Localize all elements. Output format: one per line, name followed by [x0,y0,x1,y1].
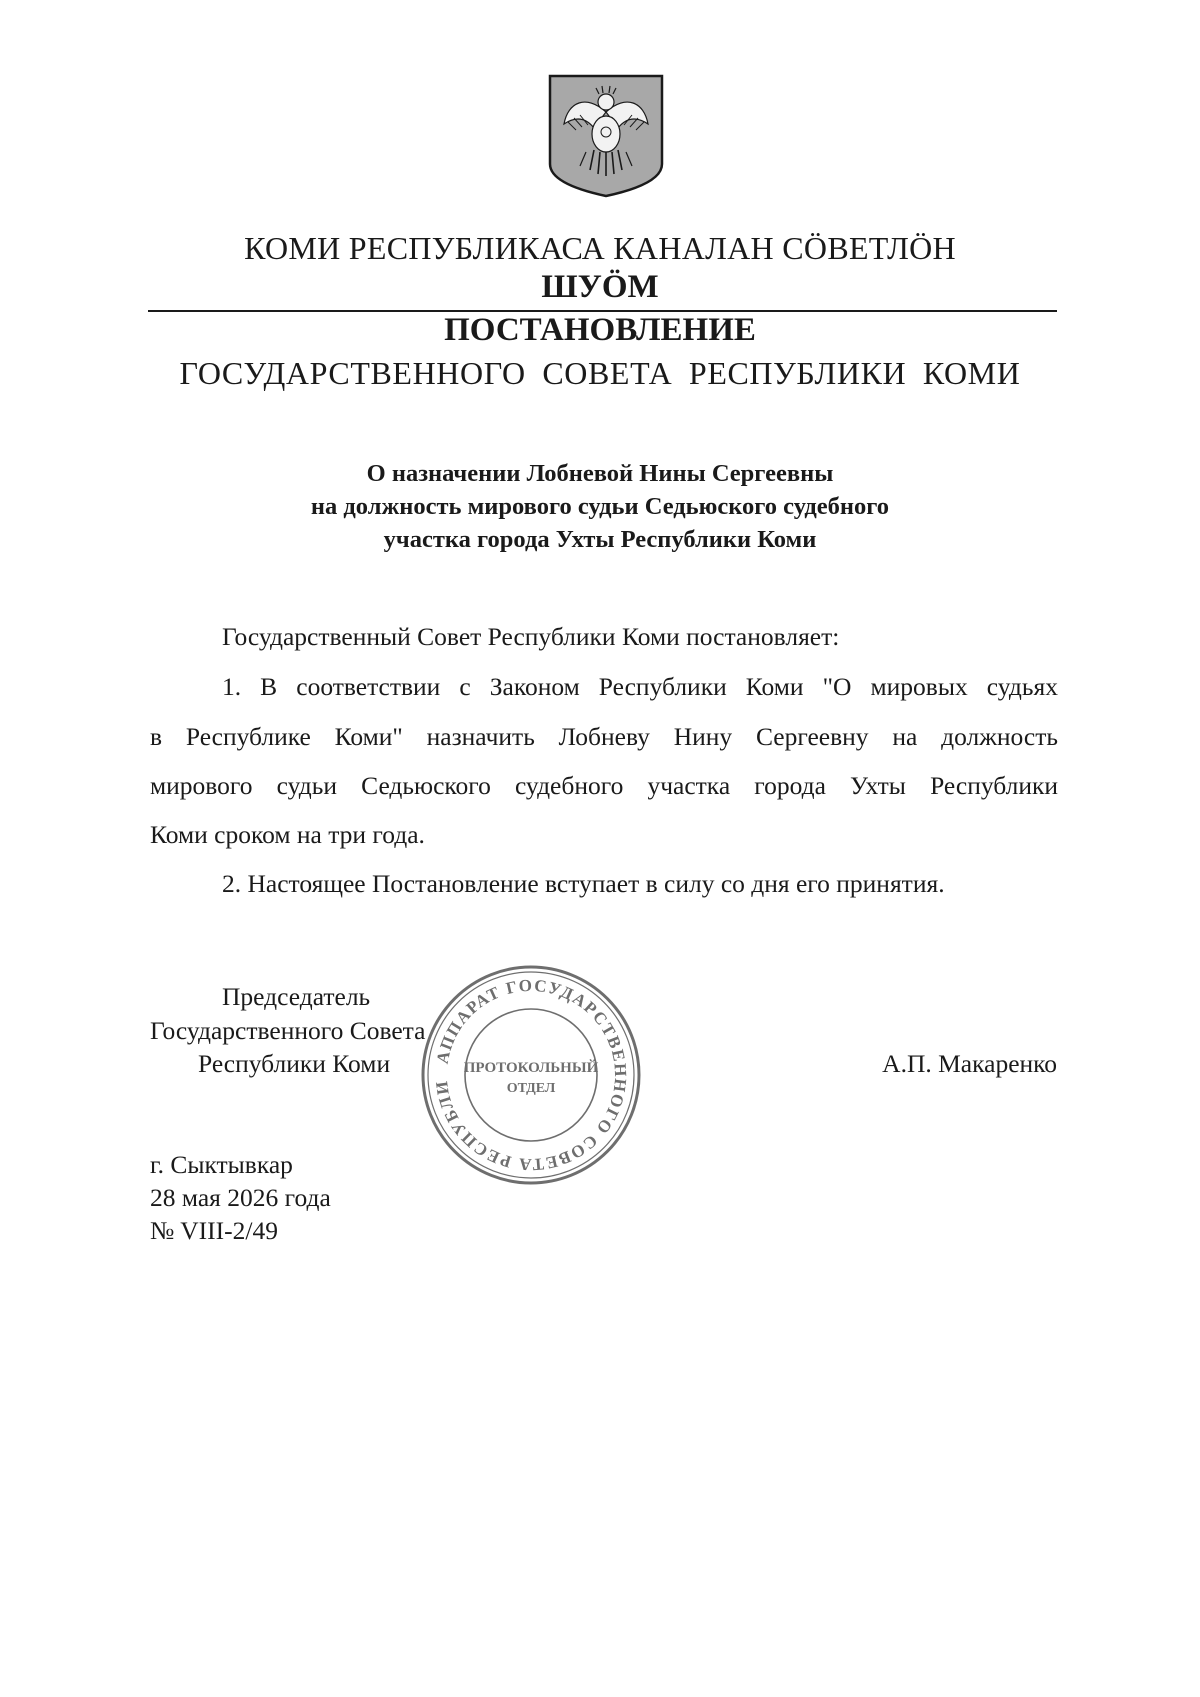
item-1-line: в Республике Коми" назначить Лобневу Нину Сергеевну на должность [150,722,1058,751]
header-doc-type: ПОСТАНОВЛЕНИЕ [444,312,756,348]
signatory-name: А.П. Макаренко [882,1049,1057,1078]
item-1-line: 1. В соответствии с Законом Республики Коми "О мировых судьях [222,672,1058,701]
official-stamp [418,962,644,1188]
stamp-center-line: ПРОТОКОЛЬНЫЙ [463,1060,599,1076]
document-number: № VIII-2/49 [150,1216,278,1245]
stamp-ring-text: АППАРАТ ГОСУДАРСТВЕННОГО СОВЕТА РЕСПУБЛИ [431,975,631,1175]
document-title-line: на должность мирового судьи Седьюского судебного [310,493,890,520]
header-komi-title: КОМИ РЕСПУБЛИКАСА КАНАЛАН СÖВЕТЛÖН [244,230,956,266]
document-title-line: участка города Ухты Республики Коми [383,526,817,553]
document-title-line: О назначении Лобневой Нины Сергеевны [366,460,834,487]
item-2: 2. Настоящее Постановление вступает в силу со дня его принятия. [222,869,945,898]
stamp-center-line: ОТДЕЛ [506,1081,556,1096]
item-1-line: Коми сроком на три года. [150,820,425,849]
coat-of-arms-icon [546,72,666,202]
resolution-intro: Государственный Совет Республики Коми постановляет: [222,622,840,651]
document-date: 28 мая 2026 года [150,1183,331,1212]
header-komi-doc-type: ШУÖМ [541,269,659,305]
signatory-position-line: Председатель [222,982,371,1011]
stamp-icon [418,962,644,1188]
signatory-position-line: Республики Коми [198,1049,391,1078]
signatory-position-line: Государственного Совета [150,1016,426,1045]
header-council-name: ГОСУДАРСТВЕННОГО СОВЕТА РЕСПУБЛИКИ КОМИ [179,355,1021,391]
document-place: г. Сыктывкар [150,1150,293,1179]
item-1-line: мирового судьи Седьюского судебного участка города Ухты Республики [150,771,1058,800]
coat-of-arms-emblem [546,72,666,202]
